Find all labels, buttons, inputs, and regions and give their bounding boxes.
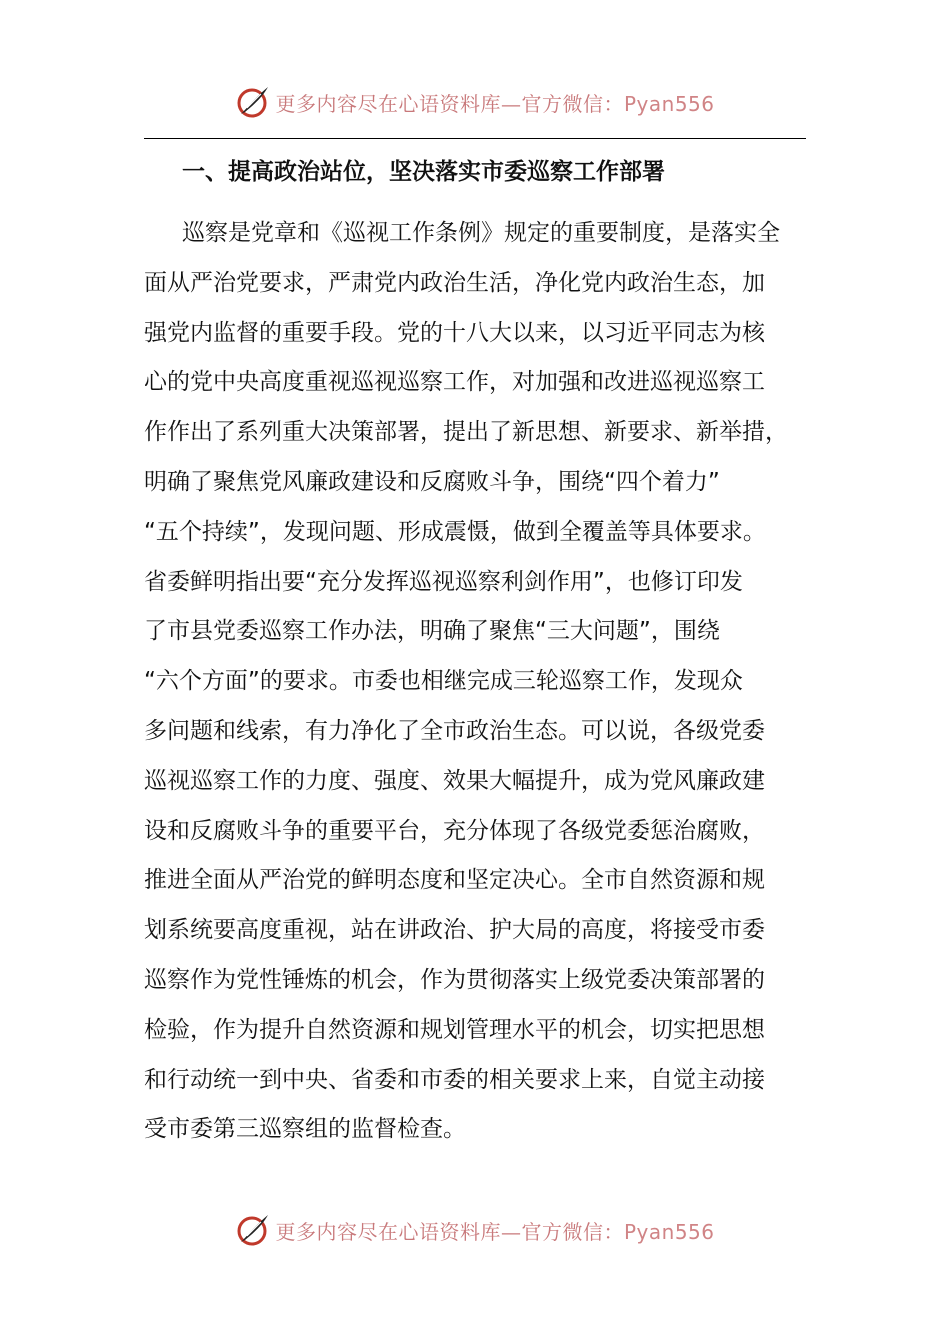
- paragraph-line: 设和反腐败斗争的重要平台，充分体现了各级党委惩治腐败，: [144, 817, 765, 844]
- paragraph-line: 心的党中央高度重视巡视巡察工作，对加强和改进巡视巡察工: [144, 369, 765, 396]
- paragraph-line: 推进全面从严治党的鲜明态度和坚定决心。全市自然资源和规: [144, 867, 765, 894]
- paragraph-line: 划系统要高度重视，站在讲政治、护大局的高度，将接受市委: [144, 917, 765, 944]
- header-watermark: [0, 82, 950, 122]
- paragraph-line: 巡察是党章和《巡视工作条例》规定的重要制度，是落实全: [182, 220, 780, 246]
- paragraph-line: 多问题和线索，有力净化了全市政治生态。可以说，各级党委: [144, 717, 765, 744]
- paragraph-line: 面从严治党要求，严肃党内政治生活，净化党内政治生态，加: [144, 269, 765, 296]
- paragraph-line: 受市委第三巡察组的监督检查。: [144, 1116, 466, 1143]
- paragraph-line: 巡察作为党性锤炼的机会，作为贯彻落实上级党委决策部署的: [144, 966, 765, 993]
- paragraph-line: 了市县党委巡察工作办法，明确了聚焦“三大问题”，围绕: [144, 618, 720, 645]
- quill-logo-icon: [235, 84, 271, 120]
- watermark-text: 更多内容尽在心语资料库—官方微信：Pyan556: [275, 91, 715, 116]
- paragraph-line: “六个方面”的要求。市委也相继完成三轮巡察工作，发现众: [144, 668, 743, 695]
- paragraph-line: 省委鲜明指出要“充分发挥巡视巡察利剑作用”，也修订印发: [144, 568, 743, 595]
- watermark-handle: Pyan556: [623, 91, 715, 116]
- section-heading: 一、提高政治站位，坚决落实市委巡察工作部署: [182, 159, 665, 185]
- watermark-text: 更多内容尽在心语资料库—官方微信：Pyan556: [275, 1219, 715, 1244]
- paragraph-line: “五个持续”，发现问题、形成震慑，做到全覆盖等具体要求。: [144, 518, 766, 545]
- footer-watermark: [0, 1210, 950, 1250]
- quill-logo-icon: [235, 1212, 271, 1248]
- paragraph-line: 作作出了系列重大决策部署，提出了新思想、新要求、新举措，: [144, 419, 788, 446]
- paragraph-line: 检验，作为提升自然资源和规划管理水平的机会，切实把思想: [144, 1016, 765, 1043]
- header-divider: [144, 138, 806, 139]
- body-paragraph: [144, 213, 804, 1159]
- paragraph-line: 和行动统一到中央、省委和市委的相关要求上来，自觉主动接: [144, 1066, 765, 1093]
- paragraph-line: 明确了聚焦党风廉政建设和反腐败斗争，围绕“四个着力”: [144, 468, 720, 495]
- paragraph-line: 巡视巡察工作的力度、强度、效果大幅提升，成为党风廉政建: [144, 767, 765, 794]
- paragraph-line: 强党内监督的重要手段。党的十八大以来，以习近平同志为核: [144, 319, 765, 346]
- watermark-handle: Pyan556: [623, 1219, 715, 1244]
